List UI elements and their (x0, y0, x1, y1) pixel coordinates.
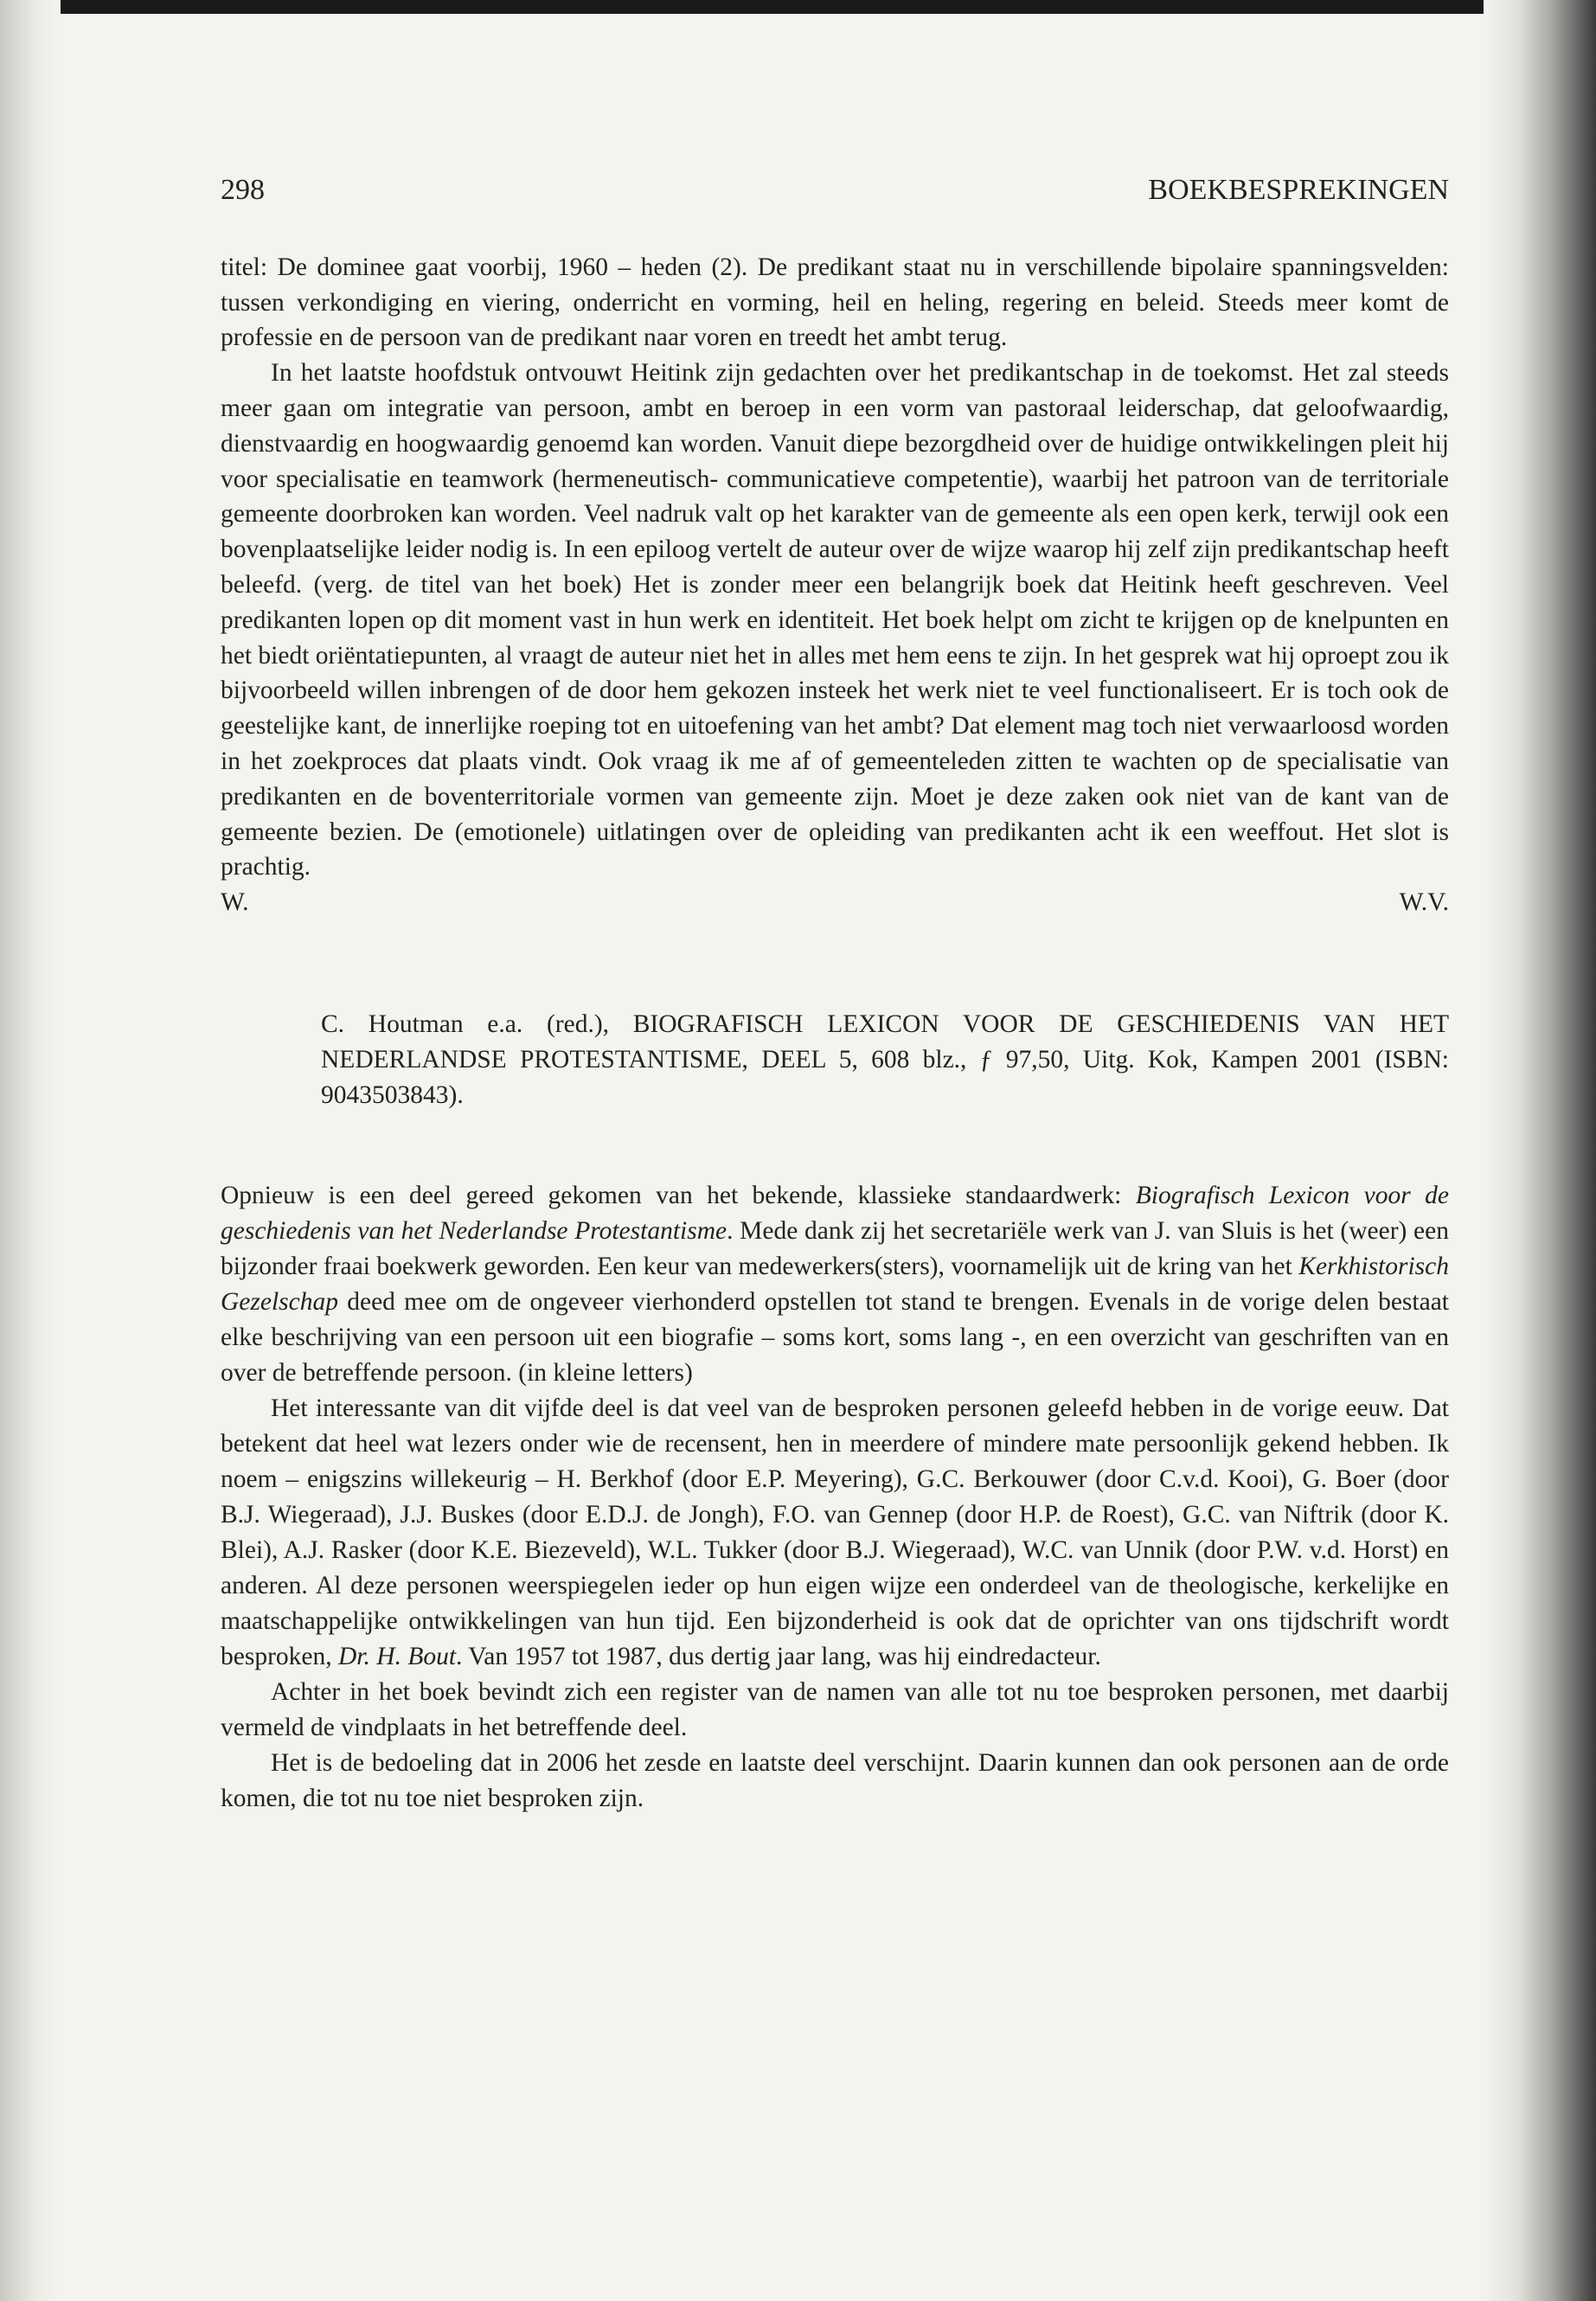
scan-top-edge (0, 0, 1596, 14)
text-run: deed mee om de ongeveer vierhonderd opstellen tot stand te brengen. Evenals in de vorige delen bestaat elke beschrijving van een persoon uit een biografie – soms kort, soms lang -, en een overzicht van geschriften van en over de betreffende persoon. (in kleine letters) (221, 1288, 1449, 1388)
text-run: . Van 1957 tot 1987, dus dertig jaar lang, was hij eindredacteur. (456, 1643, 1101, 1671)
page-number: 298 (221, 174, 265, 206)
signature-line (221, 885, 1449, 920)
book-title-italic: Biografisch Lexicon voor de geschiedenis van het Nederlandse Protestantisme (221, 1182, 1449, 1246)
paragraph: titel: De dominee gaat voorbij, 1960 – heden (2). De predikant staat nu in verschillende bipolaire spanningsvelden: tussen verkondiging en viering, onderricht en vorming, heil en heling, regering en beleid. Steeds meer komt de professie en de persoon van de predikant naar voren en treedt het ambt terug. (221, 253, 1449, 352)
text-run: Opnieuw is een deel gereed gekomen van het bekende, klassieke standaardwerk: (221, 1182, 1136, 1210)
text-run: Het interessante van dit vijfde deel is dat veel van de besproken personen geleefd hebben in de vorige eeuw. Dat betekent dat heel wat lezers onder wie de recensent, hen in meerdere of mindere mate persoonlijk gekend hebben. Ik noem – enigszins willekeurig – H. Berkhof (door E.P. Meyering), G.C. Berkouwer (door C.v.d. Kooi), G. Boer (door B.J. Wiegeraad), J.J. Buskes (door E.D.J. de Jongh), F.O. van Gennep (door H.P. de Roest), G.C. van Niftrik (door K. Blei), A.J. Rasker (door K.E. Biezeveld), W.L. Tukker (door B.J. Wiegeraad), W.C. van Unnik (door P.W. v.d. Horst) en anderen. Al deze personen weerspiegelen ieder op hun eigen wijze een onderdeel van de theologische, kerkelijke en maatschappelijke ontwikkelingen van hun tijd. Een bijzonderheid is ook dat de oprichter van ons tijdschrift wordt besproken, (221, 1394, 1449, 1671)
signature-right: W.V. (1399, 888, 1449, 917)
paragraph (221, 1391, 1449, 1675)
text-run: . Mede dank zij het secretariële werk van J. van Sluis is het (weer) een bijzonder fraai boekwerk geworden. Een keur van medewerkers(sters), voornamelijk uit de kring van het (221, 1217, 1449, 1281)
scan-gutter-shadow (0, 0, 61, 2301)
paragraph: Achter in het boek bevindt zich een register van de namen van alle tot nu toe besproken personen, met daarbij vermeld de vindplaats in het betreffende deel. (221, 1678, 1449, 1742)
paragraph (221, 1178, 1449, 1391)
book-page (221, 173, 1449, 1817)
person-name-italic: Dr. H. Bout (338, 1643, 457, 1671)
scan-page-edge-shadow (1484, 0, 1596, 2301)
paragraph: Het is de bedoeling dat in 2006 het zesde en laatste deel verschijnt. Daarin kunnen dan ook personen aan de orde komen, die tot nu toe niet besproken zijn. (221, 1749, 1449, 1813)
book-reference: C. Houtman e.a. (red.), BIOGRAFISCH LEXICON VOOR DE GESCHIEDENIS VAN HET NEDERLANDSE PROTESTANTISME, DEEL 5, 608 blz., ƒ 97,50, Uitg. Kok, Kampen 2001 (ISBN: 9043503843). (321, 1009, 1449, 1109)
society-name-italic: Kerkhistorisch Gezelschap (221, 1253, 1449, 1317)
signature-left: W. (221, 888, 249, 917)
review-heitink (221, 250, 1449, 920)
section-title: BOEKBESPREKINGEN (1148, 174, 1449, 206)
review-biografisch-lexicon (221, 1178, 1449, 1817)
paragraph: In het laatste hoofdstuk ontvouwt Heitink zijn gedachten over het predikantschap in de toekomst. Het zal steeds meer gaan om integratie van persoon, ambt en beroep in een vorm van pastoraal leiderschap, dat geloofwaardig, dienstvaardig en hoogwaardig genoemd kan worden. Vanuit diepe bezorgdheid over de huidige ontwikkelingen pleit hij voor specialisatie en teamwork (hermeneutisch- communicatieve competentie), waarbij het patroon van de territoriale gemeente doorbroken kan worden. Veel nadruk valt op het karakter van de gemeente als een open kerk, terwijl ook een bovenplaatselijke leider nodig is. In een epiloog vertelt de auteur over de wijze waarop hij zelf zijn predikantschap heeft beleefd. (verg. de titel van het boek) Het is zonder meer een belangrijk boek dat Heitink heeft geschreven. Veel predikanten lopen op dit moment vast in hun werk en identiteit. Het boek helpt om zicht te krijgen op de knelpunten en het biedt oriëntatiepunten, al vraagt de auteur niet het in alles met hem eens te zijn. In het gesprek wat hij oproept zou ik bijvoorbeeld willen inbrengen of de door hem gekozen insteek het werk niet te veel functionaliseert. Er is toch ook de geestelijke kant, de innerlijke roeping tot en uitoefening van het ambt? Dat element mag toch niet verwaarloosd worden in het zoekproces dat plaats vindt. Ook vraag ik me af of gemeenteleden zitten te wachten op de specialisatie van predikanten en de boventerritoriale vormen van gemeente zijn. Moet je deze zaken ook niet van de kant van de gemeente bezien. De (emotionele) uitlatingen over de opleiding van predikanten acht ik een weeffout. Het slot is prachtig. (221, 359, 1449, 881)
running-header (221, 173, 1449, 208)
